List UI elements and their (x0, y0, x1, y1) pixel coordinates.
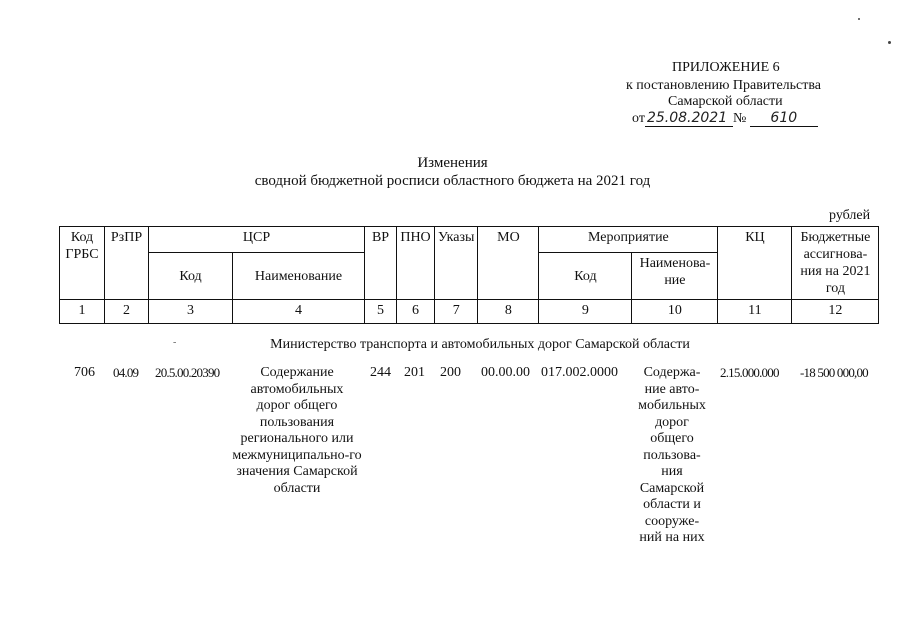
col-merop-name: Наименова-ние (632, 253, 718, 300)
scan-speck (858, 18, 860, 20)
scan-speck (888, 41, 891, 44)
col-number: 2 (105, 300, 149, 324)
units-label: рублей (829, 208, 871, 223)
col-kod-grbs: Код ГРБС (60, 227, 105, 300)
cell-kc: 2.15.000.000 (720, 365, 779, 380)
col-number: 7 (435, 300, 478, 324)
resolution-date-line (632, 110, 818, 127)
cell-merop-kod: 017.002.0000 (541, 365, 618, 380)
from-prefix: от (632, 111, 645, 126)
cell-kod-grbs: 706 (74, 365, 95, 380)
col-ukazy: Указы (435, 227, 478, 300)
col-number: 6 (397, 300, 435, 324)
column-number-row (60, 300, 879, 324)
appendix-line3: Самарской области (668, 94, 783, 109)
appendix-line2: к постановлению Правительства (626, 78, 822, 93)
col-vr: ВР (365, 227, 397, 300)
doc-title-line1: Изменения (417, 155, 488, 171)
cell-pno: 201 (404, 365, 425, 380)
cell-amount: -18 500 000,00 (800, 365, 868, 380)
col-number: 9 (539, 300, 632, 324)
cell-merop-name: Содержа-ние авто-мобильных дорог общего пользова-ния Самарской области и сооруже-ний на них (638, 365, 706, 545)
col-budget: Бюджетные ассигнова-ния на 2021 год (792, 227, 879, 300)
cell-csr-name: Содержание автомобильных дорог общего пользования регионального или межмуниципально-го значения Самарской области (232, 365, 362, 496)
col-kc: КЦ (718, 227, 792, 300)
cell-rzpr: 04.09 (113, 365, 139, 380)
appendix-title: ПРИЛОЖЕНИЕ 6 (672, 60, 780, 75)
cell-ukazy: 200 (440, 365, 461, 380)
col-number: 3 (149, 300, 233, 324)
doc-title-line2: сводной бюджетной росписи областного бюджета на 2021 год (254, 173, 651, 189)
col-csr: ЦСР (149, 227, 365, 253)
resolution-date: 25.08.2021 (645, 110, 733, 127)
col-number: 8 (478, 300, 539, 324)
col-number: 10 (632, 300, 718, 324)
col-number: 12 (792, 300, 879, 324)
col-number: 4 (233, 300, 365, 324)
col-csr-name: Наименование (233, 253, 365, 300)
budget-table-header (59, 226, 879, 324)
resolution-number: 610 (750, 110, 818, 127)
cell-vr: 244 (370, 365, 391, 380)
col-mo: МО (478, 227, 539, 300)
col-csr-kod: Код (149, 253, 233, 300)
col-rzpr: РзПР (105, 227, 149, 300)
cell-mo: 00.00.00 (481, 365, 530, 380)
col-meropriyatie: Мероприятие (539, 227, 718, 253)
col-number: 1 (60, 300, 105, 324)
stray-mark: - (173, 337, 177, 348)
col-number: 11 (718, 300, 792, 324)
number-sign: № (732, 111, 747, 126)
col-number: 5 (365, 300, 397, 324)
col-merop-kod: Код (539, 253, 632, 300)
col-pno: ПНО (397, 227, 435, 300)
cell-csr-kod: 20.5.00.20390 (155, 365, 220, 380)
ministry-title: Министерство транспорта и автомобильных дорог Самарской области (270, 337, 690, 352)
